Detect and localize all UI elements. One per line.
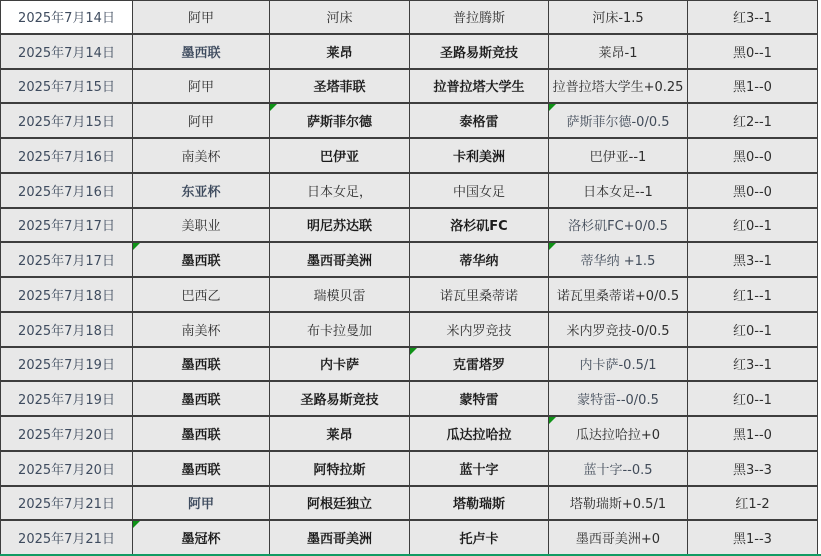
cell-home-team[interactable] [270, 521, 410, 556]
cell-text: 巴伊亚--1 [589, 149, 647, 165]
cell-away-team[interactable] [410, 452, 549, 487]
cell-text: 墨西联 [181, 462, 221, 478]
table-row [0, 521, 818, 556]
cell-date[interactable] [0, 452, 133, 487]
cell-handicap[interactable] [549, 209, 688, 244]
cell-result[interactable] [688, 174, 818, 209]
cell-away-team[interactable] [410, 243, 549, 278]
cell-handicap[interactable] [549, 487, 688, 522]
cell-handicap[interactable] [549, 348, 688, 383]
cell-result[interactable] [688, 35, 818, 70]
cell-text: 塔勒瑞斯+0.5/1 [569, 497, 667, 513]
cell-text: 日本女足， [306, 184, 372, 200]
cell-date[interactable] [0, 174, 133, 209]
cell-date[interactable] [0, 278, 133, 313]
cell-text: 河床 [326, 11, 353, 27]
cell-league[interactable] [133, 243, 270, 278]
cell-text: 黑1--0 [733, 427, 772, 443]
cell-text: 蒙特雷--0/0.5 [577, 393, 659, 409]
cell-text: 阿甲 [187, 497, 214, 513]
cell-result[interactable] [688, 70, 818, 105]
cell-result[interactable] [688, 521, 818, 556]
cell-result[interactable] [688, 243, 818, 278]
cell-text: 内卡萨 [319, 358, 359, 374]
cell-away-team[interactable] [410, 104, 549, 139]
cell-text: 2025年7月18日 [18, 288, 115, 304]
cell-handicap[interactable] [549, 35, 688, 70]
error-triangle-icon [410, 348, 417, 355]
cell-result[interactable] [688, 313, 818, 348]
cell-text: 2025年7月16日 [18, 184, 115, 200]
cell-text: 萨斯菲尔德 [306, 115, 372, 131]
cell-text: 拉普拉塔大学生+0.25 [552, 80, 684, 96]
cell-home-team[interactable] [270, 35, 410, 70]
cell-away-team[interactable] [410, 313, 549, 348]
cell-text: 黑1--3 [733, 532, 772, 548]
cell-text: 克雷塔罗 [452, 358, 505, 374]
cell-result[interactable] [688, 104, 818, 139]
table-row [0, 104, 818, 139]
cell-handicap[interactable] [549, 417, 688, 452]
cell-handicap[interactable] [549, 70, 688, 105]
cell-handicap[interactable] [549, 521, 688, 556]
cell-text: 塔勒瑞斯 [452, 497, 505, 513]
cell-date[interactable] [0, 348, 133, 383]
cell-away-team[interactable] [410, 487, 549, 522]
cell-text: 阿甲 [187, 115, 214, 131]
cell-result[interactable] [688, 278, 818, 313]
cell-league[interactable] [133, 209, 270, 244]
cell-text: 黑0--0 [733, 149, 772, 165]
cell-text: 东亚杯 [181, 184, 221, 200]
cell-text: 河床-1.5 [592, 11, 644, 27]
table-row [0, 487, 818, 522]
cell-text: 红0--1 [733, 393, 772, 409]
cell-result[interactable] [688, 0, 818, 35]
cell-date[interactable] [0, 382, 133, 417]
cell-league[interactable] [133, 521, 270, 556]
cell-away-team[interactable] [410, 35, 549, 70]
cell-away-team[interactable] [410, 209, 549, 244]
error-triangle-icon [133, 521, 140, 528]
cell-league[interactable] [133, 278, 270, 313]
error-triangle-icon [133, 243, 140, 250]
cell-text: 2025年7月21日 [18, 532, 115, 548]
error-triangle-icon [549, 104, 556, 111]
cell-text: 墨西联 [181, 358, 221, 374]
cell-away-team[interactable] [410, 139, 549, 174]
cell-text: 2025年7月18日 [18, 323, 115, 339]
cell-text: 拉普拉塔大学生 [433, 80, 525, 96]
cell-league[interactable] [133, 104, 270, 139]
cell-handicap[interactable] [549, 452, 688, 487]
cell-text: 蓝十字 [459, 462, 499, 478]
cell-away-team[interactable] [410, 382, 549, 417]
table-row [0, 0, 818, 35]
cell-league[interactable] [133, 452, 270, 487]
cell-text: 诺瓦里桑蒂诺 [439, 288, 518, 304]
cell-text: 2025年7月20日 [18, 427, 115, 443]
table-row [0, 417, 818, 452]
cell-text: 普拉腾斯 [452, 11, 505, 27]
cell-text: 2025年7月19日 [18, 358, 115, 374]
cell-text: 巴西乙 [181, 288, 221, 304]
table-row [0, 35, 818, 70]
cell-result[interactable] [688, 417, 818, 452]
cell-date[interactable] [0, 0, 133, 35]
cell-text: 圣塔菲联 [313, 80, 366, 96]
cell-home-team[interactable] [270, 417, 410, 452]
cell-text: 红1-2 [735, 497, 770, 513]
cell-home-team[interactable] [270, 278, 410, 313]
cell-text: 2025年7月19日 [18, 393, 115, 409]
cell-text: 莱昂-1 [598, 45, 638, 61]
cell-result[interactable] [688, 209, 818, 244]
cell-text: 巴伊亚 [319, 149, 359, 165]
table-row [0, 348, 818, 383]
cell-text: 洛杉矶FC+0/0.5 [568, 219, 668, 235]
cell-league[interactable] [133, 139, 270, 174]
cell-away-team[interactable] [410, 70, 549, 105]
cell-home-team[interactable] [270, 0, 410, 35]
cell-text: 蒂华纳 [459, 254, 499, 270]
cell-text: 2025年7月17日 [18, 219, 115, 235]
cell-result[interactable] [688, 139, 818, 174]
cell-text: 蒂华纳 +1.5 [580, 254, 656, 270]
cell-text: 瓜达拉哈拉 [446, 427, 512, 443]
cell-text: 美职业 [181, 219, 221, 235]
cell-league[interactable] [133, 35, 270, 70]
cell-text: 米内罗竞技 [446, 323, 512, 339]
cell-text: 墨西联 [181, 254, 221, 270]
cell-text: 蒙特雷 [459, 393, 499, 409]
cell-home-team[interactable] [270, 174, 410, 209]
cell-text: 日本女足--1 [583, 184, 653, 200]
cell-away-team[interactable] [410, 0, 549, 35]
table-row [0, 313, 818, 348]
table-row [0, 139, 818, 174]
cell-handicap[interactable] [549, 139, 688, 174]
cell-date[interactable] [0, 521, 133, 556]
cell-handicap[interactable] [549, 382, 688, 417]
cell-home-team[interactable] [270, 487, 410, 522]
cell-text: 卡利美洲 [452, 149, 505, 165]
table-row [0, 70, 818, 105]
cell-away-team[interactable] [410, 278, 549, 313]
cell-league[interactable] [133, 417, 270, 452]
cell-text: 阿甲 [187, 11, 214, 27]
cell-handicap[interactable] [549, 0, 688, 35]
table-row [0, 382, 818, 417]
cell-text: 墨西联 [181, 393, 221, 409]
cell-text: 南美杯 [181, 149, 221, 165]
cell-result[interactable] [688, 487, 818, 522]
cell-text: 莱昂 [326, 427, 353, 443]
cell-text: 墨西哥美洲 [306, 532, 372, 548]
cell-result[interactable] [688, 452, 818, 487]
cell-text: 阿特拉斯 [313, 462, 366, 478]
cell-league[interactable] [133, 174, 270, 209]
cell-date[interactable] [0, 417, 133, 452]
cell-text: 黑3--1 [733, 254, 772, 270]
cell-home-team[interactable] [270, 348, 410, 383]
cell-league[interactable] [133, 348, 270, 383]
cell-text: 2025年7月20日 [18, 462, 115, 478]
table-row [0, 278, 818, 313]
cell-league[interactable] [133, 70, 270, 105]
cell-date[interactable] [0, 70, 133, 105]
cell-date[interactable] [0, 209, 133, 244]
cell-text: 萨斯菲尔德-0/0.5 [566, 115, 670, 131]
selection-range-border [0, 554, 821, 556]
cell-text: 阿根廷独立 [306, 497, 372, 513]
cell-home-team[interactable] [270, 104, 410, 139]
cell-text: 2025年7月14日 [18, 45, 115, 61]
cell-date[interactable] [0, 487, 133, 522]
cell-result[interactable] [688, 382, 818, 417]
cell-text: 内卡萨-0.5/1 [579, 358, 657, 374]
error-triangle-icon [549, 417, 556, 424]
cell-text: 中国女足 [452, 184, 505, 200]
cell-text: 黑3--3 [733, 462, 772, 478]
cell-home-team[interactable] [270, 313, 410, 348]
cell-date[interactable] [0, 313, 133, 348]
cell-text: 红0--1 [733, 323, 772, 339]
cell-handicap[interactable] [549, 174, 688, 209]
cell-text: 红3--1 [733, 11, 772, 27]
error-triangle-icon [549, 243, 556, 250]
cell-text: 明尼苏达联 [306, 219, 372, 235]
table-row [0, 243, 818, 278]
cell-text: 莱昂 [326, 45, 353, 61]
cell-text: 墨西哥美洲+0 [575, 532, 661, 548]
cell-handicap[interactable] [549, 104, 688, 139]
table-row [0, 452, 818, 487]
cell-text: 布卡拉曼加 [306, 323, 372, 339]
cell-home-team[interactable] [270, 209, 410, 244]
cell-home-team[interactable] [270, 243, 410, 278]
cell-text: 诺瓦里桑蒂诺+0/0.5 [556, 288, 680, 304]
cell-text: 2025年7月21日 [18, 497, 115, 513]
table-row [0, 174, 818, 209]
cell-away-team[interactable] [410, 348, 549, 383]
cell-text: 圣路易斯竞技 [439, 45, 518, 61]
cell-text: 黑0--0 [733, 184, 772, 200]
cell-text: 托卢卡 [459, 532, 499, 548]
cell-text: 蓝十字--0.5 [583, 462, 653, 478]
cell-text: 南美杯 [181, 323, 221, 339]
table-row [0, 209, 818, 244]
cell-text: 2025年7月14日 [18, 11, 115, 27]
cell-text: 瑞模贝雷 [313, 288, 366, 304]
cell-result[interactable] [688, 348, 818, 383]
cell-text: 2025年7月15日 [18, 115, 115, 131]
cell-text: 泰格雷 [459, 115, 499, 131]
cell-text: 2025年7月15日 [18, 80, 115, 96]
cell-home-team[interactable] [270, 452, 410, 487]
cell-text: 阿甲 [187, 80, 214, 96]
cell-away-team[interactable] [410, 417, 549, 452]
cell-away-team[interactable] [410, 521, 549, 556]
cell-text: 墨西联 [181, 427, 221, 443]
cell-home-team[interactable] [270, 382, 410, 417]
cell-text: 圣路易斯竞技 [300, 393, 379, 409]
cell-league[interactable] [133, 0, 270, 35]
error-triangle-icon [270, 104, 277, 111]
cell-text: 红0--1 [733, 219, 772, 235]
cell-date[interactable] [0, 139, 133, 174]
cell-text: 黑0--1 [733, 45, 772, 61]
cell-text: 瓜达拉哈拉+0 [575, 427, 661, 443]
cell-league[interactable] [133, 382, 270, 417]
cell-text: 米内罗竞技-0/0.5 [566, 323, 670, 339]
cell-text: 红1--1 [733, 288, 772, 304]
cell-home-team[interactable] [270, 70, 410, 105]
cell-handicap[interactable] [549, 313, 688, 348]
cell-text: 红3--1 [733, 358, 772, 374]
cell-away-team[interactable] [410, 174, 549, 209]
cell-text: 墨冠杯 [181, 532, 221, 548]
cell-text: 黑1--0 [733, 80, 772, 96]
cell-text: 洛杉矶FC [450, 219, 508, 235]
cell-league[interactable] [133, 313, 270, 348]
cell-date[interactable] [0, 104, 133, 139]
cell-home-team[interactable] [270, 139, 410, 174]
cell-handicap[interactable] [549, 278, 688, 313]
cell-handicap[interactable] [549, 243, 688, 278]
cell-date[interactable] [0, 35, 133, 70]
cell-text: 墨西联 [181, 45, 221, 61]
cell-text: 2025年7月17日 [18, 254, 115, 270]
cell-league[interactable] [133, 487, 270, 522]
cell-date[interactable] [0, 243, 133, 278]
cell-text: 红2--1 [733, 115, 772, 131]
cell-text: 墨西哥美洲 [306, 254, 372, 270]
cell-text: 2025年7月16日 [18, 149, 115, 165]
